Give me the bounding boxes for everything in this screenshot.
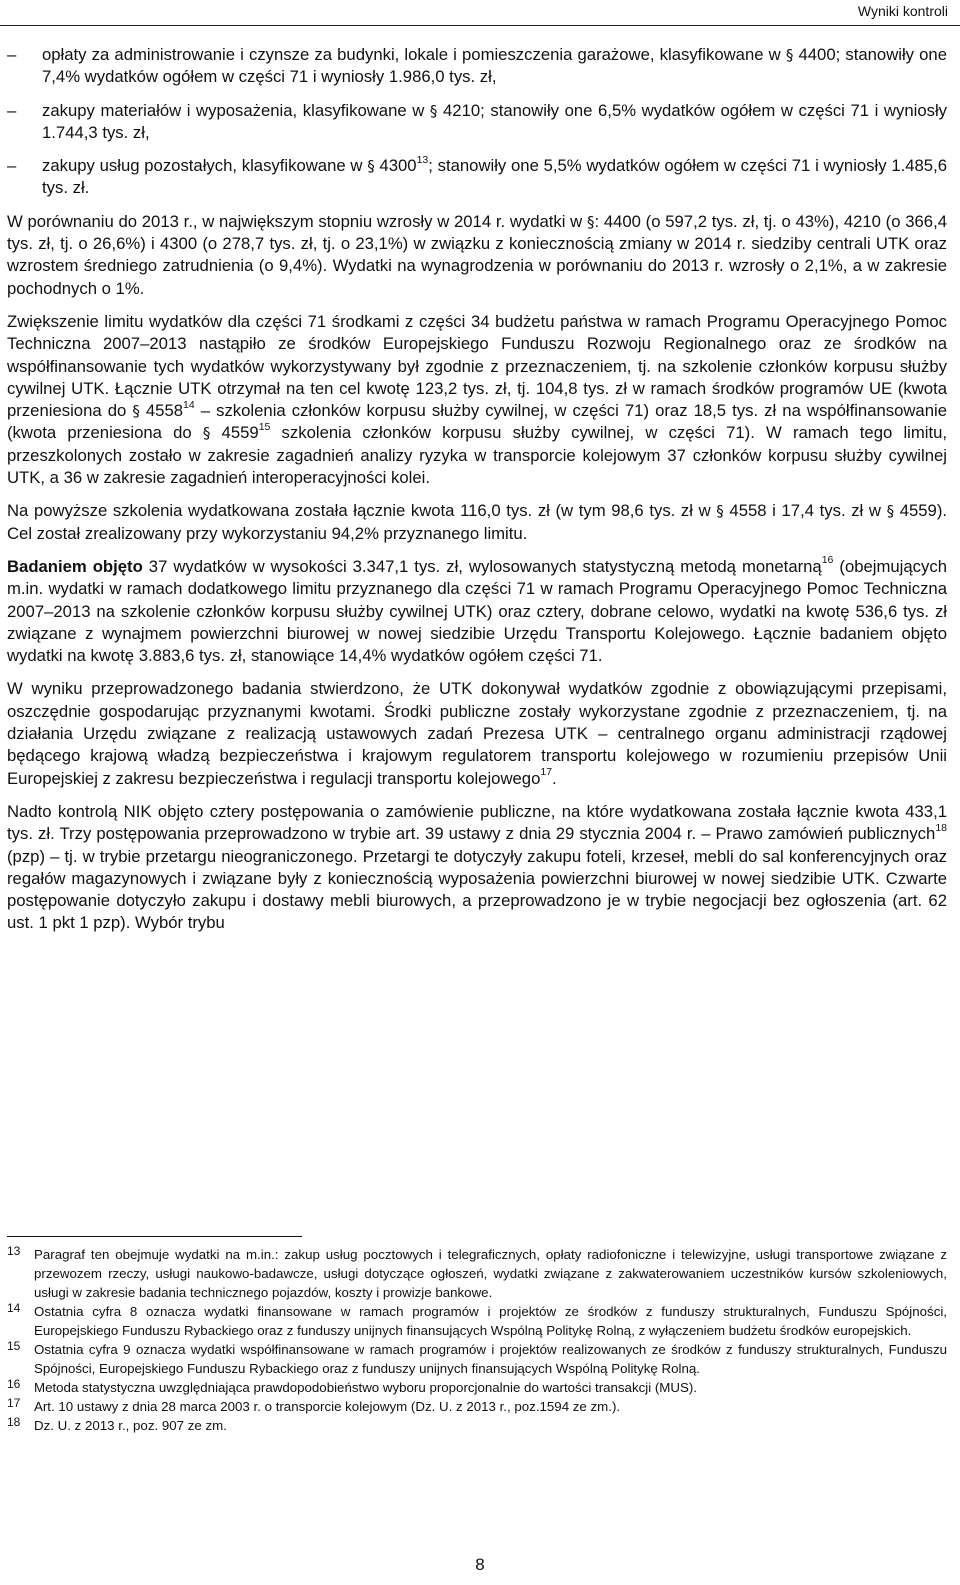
section-sign-icon: § — [586, 212, 595, 231]
section-sign-icon: § — [716, 502, 724, 521]
section-sign-icon: § — [429, 101, 438, 120]
footnote-ref[interactable]: 18 — [935, 821, 947, 834]
list-item — [7, 155, 947, 200]
header-title: Wyniki kontroli — [857, 3, 948, 19]
dash-bullet: – — [7, 45, 17, 64]
footnote-number: 15 — [7, 1339, 21, 1353]
paragraph-text: (pzp) – tj. w trybie przetargu nieograniczonego. Przetargi te dotyczyły zakupu foteli, krzeseł, mebli do sal konferencyjnych oraz regałów magazynowych i związane były z koniecznością wyposażenia powierzchni biurowej w nowej siedzibie UTK. Czwarte postępowanie dotyczyło zakupu i dostawy mebli biurowych, a przeprowadzono je w trybie negocjacji bez ogłoszenia (art. 62 ust. 1 pkt 1 pzp). Wybór trybu — [7, 846, 947, 933]
footnote-ref[interactable]: 15 — [258, 420, 271, 433]
section-sign-icon: § — [367, 157, 375, 176]
page-number: 8 — [475, 1555, 485, 1574]
footnote-number: 17 — [7, 1396, 21, 1410]
paragraph-text: W porównaniu do 2013 r., w największym stopniu wzrosły w 2014 r. wydatki w — [7, 211, 587, 231]
paragraph-text: W wyniku przeprowadzonego badania stwierdzono, że UTK dokonywał wydatków zgodnie z obowiązującymi przepisami, oszczędnie gospodarując przyznanymi kwotami. Środki publiczne zostały wykorzystane zgodnie z przeznaczeniem, tj. na działania Urzędu związane z realizacją ustawowych zadań Prezesa UTK – centralnego organu administracji rządowej będącego krajową władzą bezpieczeństwa i krajowym regulatorem transportu kolejowego w rozumieniu przepisów Unii Europejskiej z zakresu bezpieczeństwa i regulacji transportu kolejowego — [7, 679, 947, 788]
footnote-ref[interactable]: 14 — [183, 398, 195, 411]
footnote-text: Ostatnia cyfra 9 oznacza wydatki współfinansowane w ramach programów i projektów realizowanych ze środków z funduszy strukturalnych, Funduszu Spójności, Europejskiego Funduszu Rybackiego oraz z funduszy unijnych finansujących Wspólną Politykę Rolną. — [34, 1342, 947, 1376]
list-item — [7, 100, 947, 145]
paragraph-comparison — [7, 211, 947, 300]
footnote-text: Ostatnia cyfra 8 oznacza wydatki finansowane w ramach programów i projektów ze środków z funduszy strukturalnych, Funduszu Spójności, Europejskiego Funduszu Rybackiego oraz z funduszy unijnych finansujących Wspólną Politykę Rolną, z wyłączeniem budżetu środków europejskich. — [34, 1304, 947, 1338]
footnote-number: 13 — [7, 1244, 21, 1258]
footnote — [7, 1245, 947, 1302]
footnote-text: Dz. U. z 2013 r., poz. 907 ze zm. — [34, 1418, 227, 1433]
paragraph-text: (obejmujących m.in. wydatki w ramach dodatkowego limitu przyznanego dla części 71 w ramach Programu Operacyjnego Pomoc Techniczna 2007–2013 na szkolenie członków korpusu służby cywilnej UTK) oraz cztery, dobrane celowo, wydatki na kwotę 536,6 tys. zł związane z wynajmem powierzchni biurowej w nowej siedzibie Urzędu Transportu Kolejowego. Łącznie badaniem objęto wydatki na kwotę 3.883,6 tys. zł, stanowiące 14,4% wydatków ogółem części 71. — [7, 556, 947, 666]
footnote-number: 16 — [7, 1377, 21, 1391]
footnote-ref[interactable]: 13 — [416, 153, 429, 166]
paragraph-text: . — [552, 768, 557, 788]
paragraph-training — [7, 500, 947, 545]
paragraph-text: Nadto kontrolą NIK objęto cztery postępowania o zamówienie publiczne, na które wydatkowana została łącznie kwota 433,1 tys. zł. Trzy postępowania przeprowadzono w trybie art. 39 ustawy z dnia 29 stycznia 2004 r. – Prawo zamówień publicznych — [7, 801, 947, 844]
footnote — [7, 1340, 947, 1378]
main-content — [7, 44, 947, 946]
paragraph-text: : 4400 (o 597,2 tys. zł, tj. o 43%), 4210 (o 366,4 tys. zł, tj. o 26,6%) i 4300 (o 278,7 tys. zł, tj. o 23,1%) w związku z koniecznością zmiany w 2014 r. siedziby centrali UTK oraz wzrostem średniego zatrudnienia (o 9,4%). Wydatki na wynagrodzenia w porównaniu do 2013 r. wzrosły o 2,1%, a w zakresie pochodnych o 1%. — [7, 211, 947, 298]
footnote-separator — [7, 1236, 302, 1237]
bullet-text: 4300 — [374, 156, 417, 176]
bullet-text: zakupy materiałów i wyposażenia, klasyfikowane w — [42, 100, 430, 120]
section-sign-icon: § — [785, 46, 794, 64]
list-item — [7, 44, 947, 89]
bullet-text: 4210; stanowiły one 6,5% wydatków ogółem w części 71 i wyniosły 1.744,3 tys. zł, — [42, 100, 947, 142]
paragraph-text: Na powyższe szkolenia wydatkowana została łącznie kwota 116,0 tys. zł (w tym 98,6 tys. zł w — [7, 501, 717, 521]
footnote-ref[interactable]: 17 — [540, 766, 553, 779]
paragraph-text: – szkolenia członków korpusu służby cywilnej, w części 71) oraz 18,5 tys. zł na współfinansowanie (kwota przeniesiona do — [7, 401, 947, 443]
dash-bullet: – — [7, 100, 17, 120]
paragraph-text: 4558 i 17,4 tys. zł w — [723, 501, 887, 521]
footnote — [7, 1397, 947, 1416]
paragraph-text: szkolenia członków korpusu służby cywilnej, w części 71). W ramach tego limitu, przeszkolonych zostało w zakresie zagadnień analizy ryzyka w transporcie kolejowym 37 członków korpusu służby cywilnej UTK, a 36 w zakresie zagadnień interoperacyjności kolei. — [7, 423, 948, 488]
bullet-text: opłaty za administrowanie i czynsze za budynki, lokale i pomieszczenia garażowe, klasyfikowane w — [42, 45, 786, 64]
paragraph-text: 4559). Cel został zrealizowany przy wykorzystaniu 94,2% przyznanego limitu. — [7, 501, 948, 543]
paragraph-lead: Badaniem objęto — [7, 556, 143, 576]
bullet-text: ; stanowiły one 5,5% wydatków ogółem w części 71 i wyniosły 1.485,6 tys. zł. — [42, 156, 947, 198]
bullet-text: zakupy usług pozostałych, klasyfikowane w — [42, 156, 368, 176]
section-sign-icon: § — [132, 402, 140, 421]
paragraph-text: 37 wydatków w wysokości 3.347,1 tys. zł, wylosowanych statystyczną metodą monetarną — [142, 556, 822, 576]
footnote — [7, 1378, 947, 1397]
paragraph-text: 4558 — [139, 401, 184, 421]
footnote-text: Art. 10 ustawy z dnia 28 marca 2003 r. o transporcie kolejowym (Dz. U. z 2013 r., poz.1594 ze zm.). — [34, 1399, 621, 1414]
section-sign-icon: § — [202, 424, 211, 443]
paragraph-result — [7, 678, 947, 789]
bullet-text: 4400; stanowiły one 7,4% wydatków ogółem w części 71 i wyniosły 1.986,0 tys. zł, — [42, 45, 947, 87]
paragraph-limit — [7, 311, 947, 489]
page-header — [0, 0, 960, 26]
paragraph-text: Zwiększenie limitu wydatków dla części 71 środkami z części 34 budżetu państwa w ramach Programu Operacyjnego Pomoc Techniczna 2007–2013 nastąpiło ze środków Europejskiego Funduszu Rozwoju Regionalnego oraz ze środków na współfinansowanie tych wydatków wykorzystywany był zgodnie z przeznaczeniem, tj. na szkolenie członków korpusu służby cywilnej UTK. Łącznie UTK otrzymał na ten cel kwotę 123,2 tys. zł, tj. 104,8 tys. zł w ramach środków programów UE (kwota przeniesiona do — [7, 311, 947, 421]
footnote — [7, 1302, 947, 1340]
footnotes — [7, 1245, 947, 1435]
footnote-text: Paragraf ten obejmuje wydatki na m.in.: zakup usług pocztowych i telegraficznych, opłaty radiofoniczne i telewizyjne, usługi transportowe związane z przewozem rzeczy, usługi naukowo-badawcze, usługi dotyczące ogłoszeń, wydatki związane z zakwaterowaniem uczestników kursów szkoleniowych, usługi w zakresie badania technicznego pojazdów, koszty i prowizje bankowe. — [34, 1247, 947, 1300]
footnote — [7, 1416, 947, 1435]
footnote-number: 14 — [7, 1301, 21, 1315]
paragraph-procurement — [7, 801, 947, 935]
footnote-number: 18 — [7, 1415, 21, 1429]
dash-bullet: – — [7, 156, 17, 176]
footnote-ref[interactable]: 16 — [821, 554, 834, 567]
section-sign-icon: § — [886, 502, 895, 521]
paragraph-text: 4559 — [210, 423, 259, 443]
paragraph-scope — [7, 556, 947, 667]
footnote-text: Metoda statystyczna uwzględniająca prawdopodobieństwo wyboru proporcjonalnie do wartości transakcji (MUS). — [34, 1380, 697, 1395]
